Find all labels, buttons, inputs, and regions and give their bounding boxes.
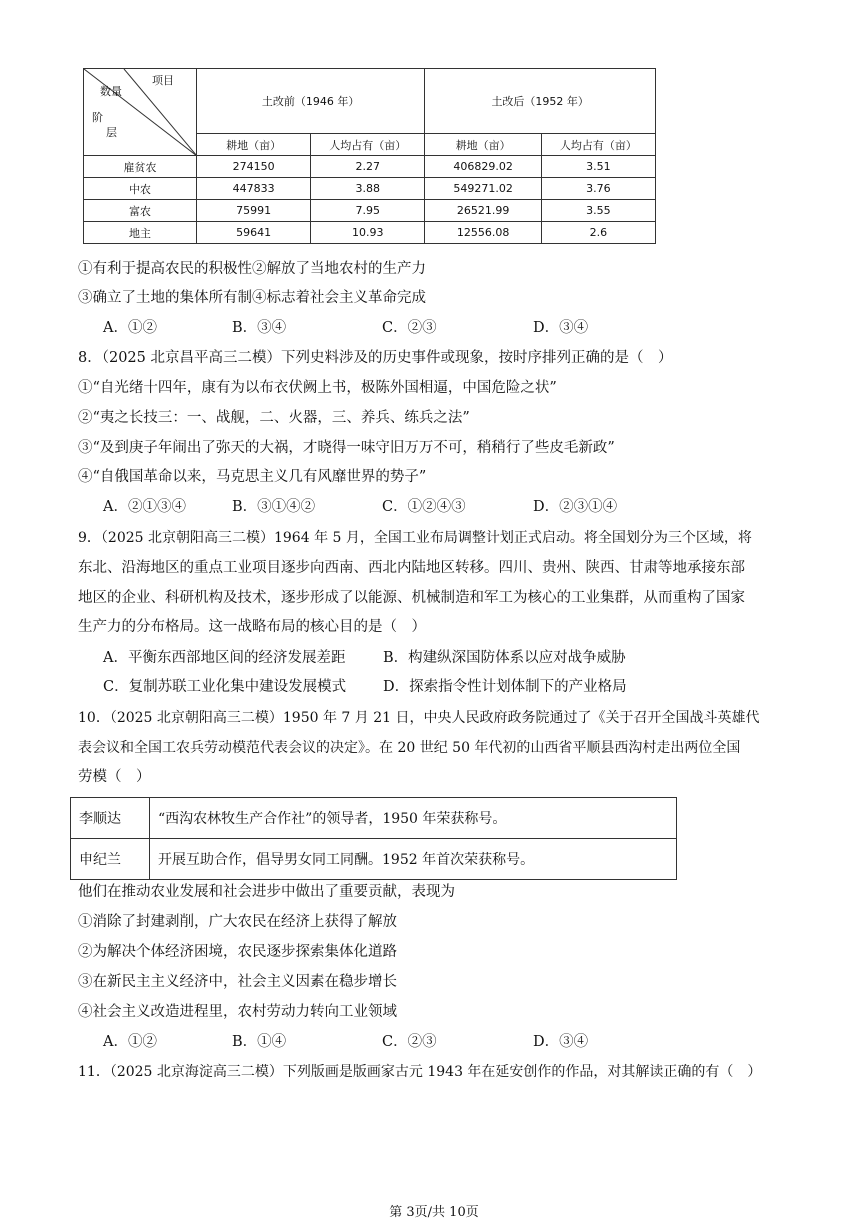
desc-cell: 开展互助合作，倡导男女同工同酬。1952 年首次荣获称号。 [150,839,677,880]
q10-statement-4: ④社会主义改造进程里，农村劳动力转向工业领域 [78,1004,397,1020]
q10-stem-line-2: 表会议和全国工农兵劳动模范代表会议的决定》。在 20 世纪 50 年代初的山西省平顺县西沟村走出两位全国 [78,740,741,756]
q9-option-a[interactable]: A．平衡东西部地区间的经济发展差距 [103,650,346,666]
q9-option-b[interactable]: B．构建纵深国防体系以应对战争威胁 [383,650,626,666]
q8-option-d[interactable]: D．②③①④ [533,499,618,515]
q8-option-b[interactable]: B．③①④② [232,499,316,515]
q9-stem-line-2: 东北、沿海地区的重点工业项目逐步向西南、西北内陆地区转移。四川、贵州、陕西、甘肃等地承接东部 [78,560,745,576]
q10-stem-line-3: 劳模（ ） [78,769,151,785]
q8-source-2: ②“夷之长技三：一、战舰，二、火器，三、养兵、练兵之法” [78,410,470,426]
value-cell: 12556.08 [425,222,541,244]
value-cell: 10.93 [311,222,425,244]
value-cell: 26521.99 [425,200,541,222]
corner-label-item: 项目 [152,74,174,87]
q9-stem-line-3: 地区的企业、科研机构及技术，逐步形成了以能源、机械制造和军工为核心的工业集群，从而重构了国家 [78,590,745,606]
q10-statement-3: ③在新民主主义经济中，社会主义因素在稳步增长 [78,974,397,990]
value-cell: 59641 [196,222,310,244]
diagonal-header-cell [84,69,197,156]
q10-option-a[interactable]: A．①② [103,1034,157,1050]
value-cell: 75991 [196,200,310,222]
corner-label-class2: 层 [106,126,117,139]
q8-stem: 8．（2025 北京昌平高三二模）下列史料涉及的历史事件或现象，按时序排列正确的是（ ） [78,350,673,366]
sub-header: 耕地（亩） [196,134,310,156]
value-cell: 447833 [196,178,310,200]
labor-model-table [70,797,677,880]
page-footer: 第 3页/共 10页 [389,1205,479,1220]
land-reform-table [83,68,656,244]
q8-option-c[interactable]: C．①②④③ [382,499,466,515]
q7-option-b[interactable]: B．③④ [232,320,287,336]
sub-header: 人均占有（亩） [311,134,425,156]
q7-statement-1: ①有利于提高农民的积极性②解放了当地农村的生产力 [78,261,426,277]
class-cell: 地主 [84,222,197,244]
q8-source-3: ③“及到庚子年闹出了弥天的大祸，才晓得一味守旧万万不可，稍稍行了些皮毛新政” [78,440,615,456]
q9-stem-line-1: 9．（2025 北京朝阳高三二模）1964 年 5 月，全国工业布局调整计划正式启动。将全国划分为三个区域，将 [78,530,752,546]
sub-header: 耕地（亩） [425,134,541,156]
q7-option-a[interactable]: A．①② [103,320,157,336]
q7-option-c[interactable]: C．②③ [382,320,437,336]
class-cell: 雇贫农 [84,156,197,178]
value-cell: 3.55 [541,200,655,222]
value-cell: 7.95 [311,200,425,222]
q10-statement-2: ②为解决个体经济困境，农民逐步探索集体化道路 [78,944,397,960]
header-before: 土改前（1946 年） [196,69,424,134]
table-row [84,156,656,178]
q10-option-b[interactable]: B．①④ [232,1034,287,1050]
value-cell: 549271.02 [425,178,541,200]
corner-label-class1: 阶 [92,111,103,124]
q9-stem-line-4: 生产力的分布格局。这一战略布局的核心目的是（ ） [78,619,426,635]
value-cell: 274150 [196,156,310,178]
value-cell: 406829.02 [425,156,541,178]
q8-option-a[interactable]: A．②①③④ [103,499,186,515]
name-cell: 李顺达 [71,798,150,839]
q10-after-table: 他们在推动农业发展和社会进步中做出了重要贡献，表现为 [78,884,455,900]
value-cell: 3.51 [541,156,655,178]
table-row [84,178,656,200]
q10-option-d[interactable]: D．③④ [533,1034,589,1050]
value-cell: 3.76 [541,178,655,200]
q8-source-4: ④“自俄国革命以来，马克思主义几有风靡世界的势子” [78,469,427,485]
q10-option-c[interactable]: C．②③ [382,1034,437,1050]
q11-stem: 11．（2025 北京海淀高三二模）下列版画是版画家古元 1943 年在延安创作的作品，对其解读正确的有（ ） [78,1064,762,1080]
value-cell: 2.6 [541,222,655,244]
q10-statement-1: ①消除了封建剥削，广大农民在经济上获得了解放 [78,914,397,930]
name-cell: 申纪兰 [71,839,150,880]
desc-cell: “西沟农林牧生产合作社”的领导者，1950 年荣获称号。 [150,798,677,839]
q10-stem-line-1: 10．（2025 北京朝阳高三二模）1950 年 7 月 21 日，中央人民政府政务院通过了《关于召开全国战斗英雄代 [78,710,760,726]
q9-option-c[interactable]: C．复制苏联工业化集中建设发展模式 [103,679,347,695]
table-row [84,200,656,222]
table-row [71,798,677,839]
q7-option-d[interactable]: D．③④ [533,320,589,336]
table-row [71,839,677,880]
value-cell: 3.88 [311,178,425,200]
q7-statement-2: ③确立了土地的集体所有制④标志着社会主义革命完成 [78,290,426,306]
q9-option-d[interactable]: D．探索指令性计划体制下的产业格局 [383,679,627,695]
class-cell: 富农 [84,200,197,222]
value-cell: 2.27 [311,156,425,178]
table-row [84,222,656,244]
q8-source-1: ①“自光绪十四年，康有为以布衣伏阙上书，极陈外国相逼，中国危险之状” [78,380,557,396]
corner-label-quantity: 数量 [100,85,122,98]
class-cell: 中农 [84,178,197,200]
header-after: 土改后（1952 年） [425,69,656,134]
sub-header: 人均占有（亩） [541,134,655,156]
